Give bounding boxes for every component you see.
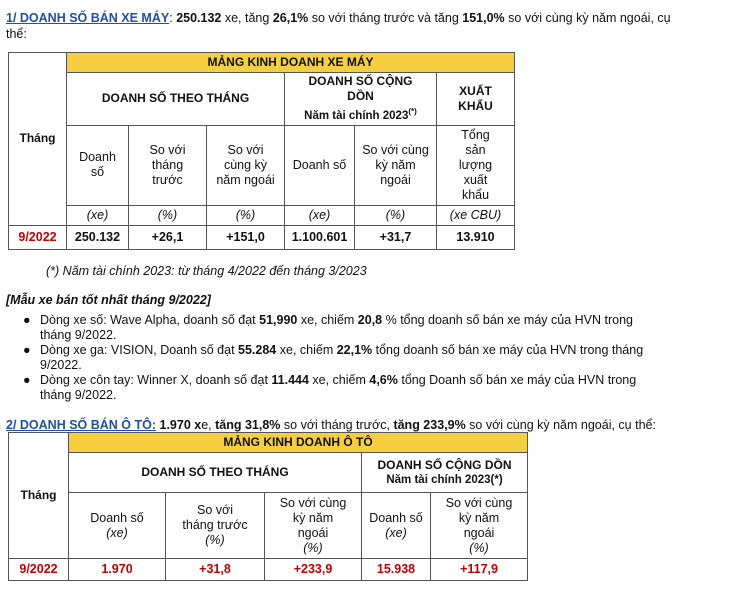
best-item-2-c: tổng doanh số bán xe máy của HVN trong tháng [372,343,644,357]
moto-group-cum [285,73,437,126]
auto-sub-cum-sales [362,493,431,559]
auto-unit-sales: (xe) [106,525,128,540]
auto-banner: MẢNG KINH DOANH Ô TÔ [69,433,528,453]
auto-col-thang: Tháng [9,433,69,559]
auto-row-prev: +31,8 [166,559,265,581]
auto-sub-cum-yoy-l2: kỳ năm [458,510,500,525]
moto-heading [6,11,671,25]
auto-heading [6,418,656,432]
moto-banner: MẢNG KINH DOANH XE MÁY [67,53,515,73]
auto-heading-value: 1.970 x [159,418,202,432]
auto-row-cum-yoy: +117,9 [431,559,528,581]
moto-row-cum-yoy: +31,7 [355,225,437,249]
auto-sub-yoy-l1: So với cùng [279,495,347,510]
auto-row-cum-sales: 15.938 [362,559,431,581]
best-item-2-a: Dòng xe ga: VISION, Doanh số đạt [40,343,239,357]
moto-sub-cum-yoy-l2: kỳ năm [375,157,416,172]
moto-sub-prev-l3: trước [152,172,183,187]
moto-heading-line2: thể: [6,27,27,41]
best-item-3-num: 11.444 [271,373,309,387]
moto-unit-yoy: (%) [207,205,285,225]
moto-sub-prev [129,125,207,205]
moto-sub-export [437,125,515,205]
moto-unit-export: (xe CBU) [437,205,515,225]
moto-sub-yoy-l3: năm ngoái [216,172,275,187]
moto-sub-export-l2: sản [465,142,486,157]
moto-heading-sep: : [169,11,173,25]
best-item-3 [23,373,720,403]
moto-data-row [9,225,515,249]
auto-sub-yoy [265,493,362,559]
auto-heading-t3: so với cùng kỳ năm ngoái, cụ thể: [465,418,656,432]
moto-heading-value: 250.132 [176,11,222,25]
best-item-2-pct: 22,1% [336,343,373,357]
moto-sub-sales-l1: Doanh [79,150,116,165]
auto-sub-prev-l2: tháng trước [182,518,248,532]
auto-sub-cum-yoy-l3: ngoái [463,525,495,540]
auto-heading-t1: e, [201,418,216,432]
moto-heading-t3: so với cùng kỳ năm ngoái, cụ [504,11,671,25]
moto-group-export-l2: KHẨU [458,98,493,113]
best-item-2-num: 55.284 [238,343,277,357]
moto-unit-prev: (%) [129,205,207,225]
moto-sub-cum-yoy-l3: ngoái [380,172,411,187]
moto-heading-title[interactable]: 1/ DOANH SỐ BÁN XE MÁY [6,11,170,25]
auto-unit-yoy: (%) [303,540,323,555]
auto-sub-yoy-l3: ngoái [297,525,329,540]
auto-heading-tang1: tăng 31,8% [215,418,281,432]
moto-footnote: (*) Năm tài chính 2023: từ tháng 4/2022 đến tháng 3/2023 [46,264,367,278]
moto-group-export [437,73,515,126]
moto-unit-cum-sales: (xe) [285,205,355,225]
auto-data-row [9,559,528,581]
moto-row-cum-sales: 1.100.601 [285,225,355,249]
moto-row-sales: 250.132 [67,225,129,249]
auto-group-cum [362,453,528,493]
auto-unit-cum-yoy: (%) [469,540,489,555]
moto-sub-export-l5: khẩu [461,187,490,202]
auto-heading-t2: so với tháng trước, [280,418,394,432]
auto-sub-sales-l1: Doanh số [90,510,144,525]
auto-group-cum-sub: Năm tài chính 2023(*) [386,473,503,486]
auto-unit-cum-sales: (xe) [385,525,407,540]
best-item-1-c: % tổng doanh số bán xe máy của HVN trong [382,313,633,327]
auto-group-cum-l1: DOANH SỐ CỘNG DỒN [377,457,512,472]
auto-row-month: 9/2022 [9,559,69,581]
moto-sub-cum-yoy [355,125,437,205]
moto-sub-cum-sales: Doanh số [285,125,355,205]
moto-group-cum-mark: (*) [408,107,417,116]
auto-sub-sales [69,493,166,559]
best-item-1-pct: 20,8 [357,313,383,327]
auto-heading-title[interactable]: 2/ DOANH SỐ BÁN Ô TÔ: [6,418,157,432]
moto-heading-pct1: 26,1% [272,11,309,25]
moto-row-month: 9/2022 [9,225,67,249]
moto-heading-t1: xe, tăng [221,11,273,25]
auto-sub-yoy-l2: kỳ năm [292,510,334,525]
moto-col-thang: Tháng [9,53,67,226]
best-item-1 [23,313,720,343]
moto-group-cum-l2: DỒN [347,89,374,103]
best-item-2-b: xe, chiếm [276,343,337,357]
best-item-3-pct: 4,6% [369,373,398,387]
moto-sub-export-l4: xuất [463,172,488,187]
best-heading: [Mẫu xe bán tốt nhất tháng 9/2022] [6,293,211,307]
auto-table [8,432,528,581]
best-item-2 [23,343,720,373]
moto-sub-export-l3: lượng [458,157,493,172]
bullet-icon: ● [23,313,31,327]
moto-sub-prev-l1: So với [149,142,186,157]
moto-row-export: 13.910 [437,225,515,249]
moto-sub-yoy [207,125,285,205]
auto-heading-tang2: tăng 233,9% [393,418,466,432]
auto-sub-cum-yoy-l1: So với cùng [445,495,513,510]
auto-unit-prev: (%) [205,533,225,547]
auto-row-yoy: +233,9 [265,559,362,581]
moto-sub-yoy-l2: cùng kỳ [223,157,268,172]
moto-sub-sales [67,125,129,205]
moto-row-yoy: +151,0 [207,225,285,249]
moto-unit-cum-yoy: (%) [355,205,437,225]
bullet-icon: ● [23,373,31,387]
moto-sub-yoy-l1: So với [227,142,264,157]
moto-sub-prev-l2: tháng [151,157,184,172]
auto-sub-cum-sales-l1: Doanh số [369,510,423,525]
best-item-3-c: tổng Doanh số bán xe máy của HVN trong [397,373,637,387]
moto-group-cum-l1: DOANH SỐ CỘNG [308,74,413,88]
moto-group-month: DOANH SỐ THEO THÁNG [67,73,285,126]
moto-sub-cum-yoy-l1: So với cùng [362,142,429,157]
best-item-3-a: Dòng xe côn tay: Winner X, doanh số đạt [40,373,272,387]
best-item-2-line2: 9/2022. [40,358,82,372]
moto-table [8,52,515,250]
bullet-icon: ● [23,343,31,357]
auto-sub-prev-l1: So với [197,503,233,517]
moto-sub-sales-l2: số [90,165,105,180]
best-item-1-num: 51,990 [259,313,298,327]
moto-row-prev: +26,1 [129,225,207,249]
auto-group-month: DOANH SỐ THEO THÁNG [69,453,362,493]
moto-group-cum-sub: Năm tài chính 2023 [304,109,409,122]
moto-sub-export-l1: Tổng [461,127,490,142]
best-item-1-a: Dòng xe số: Wave Alpha, doanh số đạt [40,313,260,327]
moto-heading-t2: so với tháng trước và tăng [308,11,463,25]
moto-heading-pct2: 151,0% [462,11,505,25]
auto-row-sales: 1.970 [69,559,166,581]
best-item-3-line2: tháng 9/2022. [40,388,117,402]
best-item-1-b: xe, chiếm [297,313,358,327]
auto-sub-cum-yoy [431,493,528,559]
moto-group-export-l1: XUẤT [459,83,492,98]
auto-sub-prev [166,493,265,559]
moto-unit-sales: (xe) [67,205,129,225]
best-item-1-line2: tháng 9/2022. [40,328,117,342]
best-item-3-b: xe, chiếm [308,373,370,387]
